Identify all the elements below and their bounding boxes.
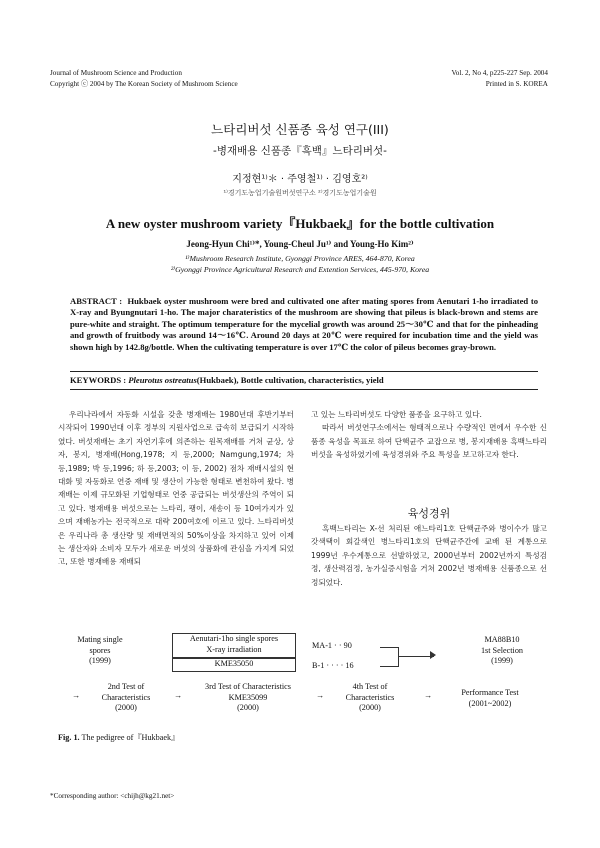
- body-right-paragraph-3: 흑백느타리는 X-선 처리된 애느타리1호 단핵균주와 병이수가 많고 갓색택이 회갈색인 병느타리1호의 단핵균주간에 교배 된 계통으로 1999년 우수계통으로 선발하였고, 2000년부터 2002년까지 특성검정, 생산력검정, 농가실증시험을 거쳐 2002년 병재배용 신품종으로 선정되었다.: [311, 524, 547, 587]
- divider-top: [70, 371, 538, 372]
- fig-mating-line-1: Mating single: [77, 635, 123, 644]
- subtitle-korean: -병재배용 신품종『흑백』느타리버섯-: [213, 145, 387, 157]
- body-right-column: [311, 408, 547, 462]
- fig-arrow-1: →: [72, 691, 81, 700]
- printed-in: Printed in S. KOREA: [485, 80, 548, 88]
- section-title: 육성경위: [407, 507, 451, 520]
- caption-label: Fig. 1.: [58, 733, 80, 742]
- body-left-column: [58, 408, 294, 569]
- fig-box-strain: KME35050: [172, 657, 296, 672]
- fig-mating-line-3: (1999): [89, 656, 111, 665]
- fig-stage-2: [86, 682, 166, 714]
- abstract: [70, 296, 538, 353]
- fig-bracket-arrowhead: [430, 651, 436, 659]
- fig-arrow-4: →: [424, 691, 433, 700]
- body-right-paragraph-2: 따라서 버섯연구소에서는 형태적으로나 수량적인 면에서 우수한 신품종 육성을 목표로 하여 단핵균주 교잡으로 병, 봉지재배용 흑백느타리버섯을 육성하였기에 육성경위와 주요 특성을 보고하고자 한다.: [311, 423, 547, 460]
- keywords: [70, 375, 538, 385]
- keywords-text: (Hukbaek), Bottle cultivation, characteristics, yield: [196, 375, 384, 385]
- fig-ma-cross: MA-1 · · 90: [312, 641, 352, 650]
- fig-b-cross: B-1 · · · · 16: [312, 661, 354, 670]
- caption-text: The pedigree of『Hukbaek』: [81, 733, 180, 742]
- fig-stage3-line-1: 3rd Test of Characteristics: [205, 682, 291, 691]
- copyright: Copyright ⓒ 2004 by The Korean Society of Mushroom Science: [50, 80, 238, 88]
- fig-stage2-line-2: Characteristics: [101, 692, 151, 702]
- fig-stage-3: [190, 682, 306, 714]
- fig-selection-line-1: MA88B10: [484, 635, 520, 644]
- fig-bracket-vertical: [398, 647, 399, 667]
- fig-box-line-2: X-ray irradiation: [206, 644, 262, 654]
- title-english: A new oyster mushroom variety『Hukbaek』for the bottle cultivation: [105, 216, 495, 231]
- fig-box-irradiation: [172, 633, 296, 659]
- abstract-label: ABSTRACT :: [70, 296, 123, 306]
- authors-english: Jeong-Hyun Chi¹⁾*, Young-Cheul Ju¹⁾ and Young-Ho Kim²⁾: [186, 239, 414, 249]
- fig-stage5-line-2: (2001~2002): [468, 698, 512, 708]
- divider-bottom: [70, 389, 538, 390]
- fig-stage4-line-1: 4th Test of: [352, 682, 388, 691]
- body-right-paragraph-1: 고 있는 느타리버섯도 다양한 품종을 요구하고 있다.: [311, 410, 482, 419]
- fig-bracket-connector: [398, 656, 434, 657]
- fig-arrow-3: →: [316, 691, 325, 700]
- fig-stage-4: [330, 682, 410, 714]
- keywords-label: KEYWORDS :: [70, 375, 127, 385]
- affiliation-english-1: ¹⁾Mushroom Research Institute, Gyonggi Province ARES, 464-870, Korea: [185, 254, 415, 263]
- authors-korean: 지정현¹⁾＊ · 주영철¹⁾ · 김영호²⁾: [232, 174, 368, 185]
- fig-stage3-line-3: (2000): [237, 703, 259, 712]
- fig-stage4-line-3: (2000): [359, 703, 381, 712]
- body-right-column-2: [311, 522, 547, 589]
- fig-bracket-bottom: [380, 666, 398, 667]
- footnote: *Corresponding author: <chijh@kg21.net>: [50, 792, 175, 800]
- abstract-text: Hukbaek oyster mushroom were bred and cultivated one after mating spores from Aenutari 1-ho irradiated to X-ray and Byungnutari 1-ho. The major charateristics of the mushroom are showing that pileus is black-brown and stems are pure-white and straight. The optimum temperature for the mycelial growth was around 25～30℃ and that for the pinheading and growth of fruitbody was around 14～16℃. Around 20 days at 20℃ were required for incubation time and the yield was shown high by 142.8g/bottle. When the cultivating temperature is over 17℃ the color of pileus becomes gray-brown.: [70, 296, 539, 352]
- fig-stage5-line-1: Performance Test: [461, 688, 519, 697]
- affiliation-korean: ¹⁾경기도농업기술원버섯연구소 ²⁾경기도농업기술원: [223, 189, 377, 197]
- fig-first-selection: [462, 635, 542, 667]
- fig-bracket-top: [380, 647, 398, 648]
- title-korean: 느타리버섯 신품종 육성 연구(III): [211, 122, 389, 137]
- fig-stage4-line-2: Characteristics: [345, 692, 395, 702]
- body-left-paragraph: 우리나라에서 자동화 시설을 갖춘 병재배는 1980년대 후반기부터 시작되어 1990년대 이후 정부의 지원사업으로 급속히 보급되기 시작하였다. 버섯재배는 초기 자연기후에 의존하는 원목재배를 거쳐 균상, 상자, 봉지, 병재배(Hong,1978; 지 등,2000; Namgung,1974; 차 등,1989; 박 등,1996; 하 등,2003; 이 등, 2002) 점차 재배시설의 현대화 및 자동화로 연중 재배 및 생산이 가능한 형태로 변천하여 왔다. 병재배는 이제 규모화된 기업형태로 연중 공급되는 버섯생산의 주역이 되고 있다. 병재배용 버섯으로는 느타리, 팽이, 새송이 등 10여가지가 있으며 재배농가는 전국적으로 대략 200여호에 이르고 있다. 느타리버섯은 우리나라 총 생산량 및 재배면적의 50%이상을 차지하고 있어 이제는 생산자와 소비자 모두가 새로운 버섯의 상품화에 관심을 가지게 되었고, 또한 병재배용 재배되: [58, 410, 294, 567]
- affiliation-english-2: ²⁾Gyonggi Province Agricultural Research and Extention Services, 445-970, Korea: [170, 265, 430, 274]
- fig-stage-5: [440, 688, 540, 709]
- fig-stage3-line-2: KME35099: [228, 692, 268, 702]
- fig-selection-line-2: 1st Selection: [480, 645, 524, 655]
- fig-selection-line-3: (1999): [491, 656, 513, 665]
- keywords-species: Pleurotus ostreatus: [128, 375, 197, 385]
- fig-mating-line-2: spores: [89, 645, 111, 655]
- fig-stage2-line-1: 2nd Test of: [107, 682, 145, 691]
- fig-mating-spores: [55, 635, 145, 667]
- fig-stage2-line-3: (2000): [115, 703, 137, 712]
- figure-caption: [58, 732, 179, 743]
- fig-arrow-2: →: [174, 691, 183, 700]
- fig-box-line-1: Aenutari-1ho single spores: [189, 634, 279, 643]
- journal-name: Journal of Mushroom Science and Production: [50, 69, 182, 77]
- volume-info: Vol. 2, No 4, p225-227 Sep. 2004: [451, 69, 548, 77]
